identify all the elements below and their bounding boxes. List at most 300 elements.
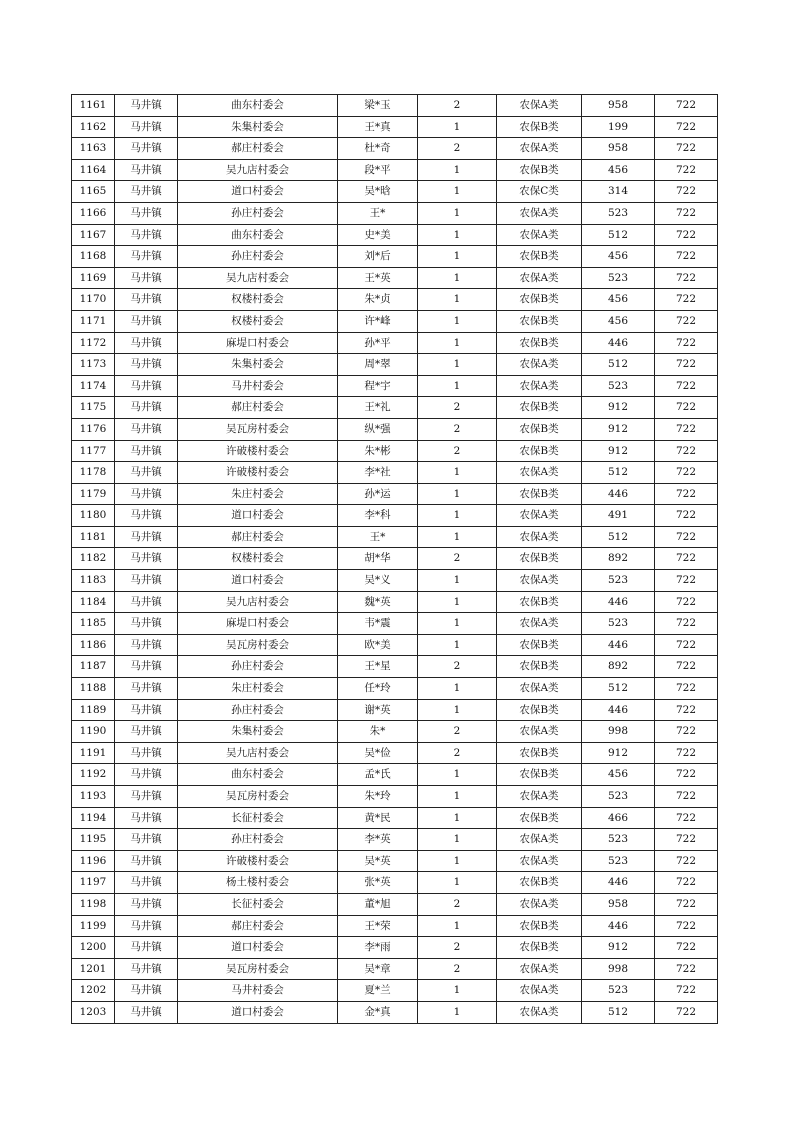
town-cell: 马井镇	[115, 850, 178, 872]
town-cell: 马井镇	[115, 289, 178, 311]
serial-number-cell: 1194	[72, 807, 115, 829]
amount-cell: 998	[582, 958, 655, 980]
serial-number-cell: 1171	[72, 310, 115, 332]
village-committee-cell: 长征村委会	[178, 893, 338, 915]
name-cell: 纵*强	[338, 418, 418, 440]
category-cell: 农保A类	[497, 505, 582, 527]
standard-cell: 722	[655, 872, 718, 894]
household-count-cell: 1	[418, 786, 497, 808]
standard-cell: 722	[655, 656, 718, 678]
name-cell: 王*英	[338, 267, 418, 289]
standard-cell: 722	[655, 116, 718, 138]
town-cell: 马井镇	[115, 678, 178, 700]
town-cell: 马井镇	[115, 786, 178, 808]
serial-number-cell: 1162	[72, 116, 115, 138]
amount-cell: 958	[582, 95, 655, 117]
amount-cell: 892	[582, 548, 655, 570]
town-cell: 马井镇	[115, 202, 178, 224]
category-cell: 农保A类	[497, 375, 582, 397]
name-cell: 程*宇	[338, 375, 418, 397]
household-count-cell: 1	[418, 181, 497, 203]
amount-cell: 912	[582, 440, 655, 462]
town-cell: 马井镇	[115, 224, 178, 246]
standard-cell: 722	[655, 310, 718, 332]
standard-cell: 722	[655, 462, 718, 484]
standard-cell: 722	[655, 440, 718, 462]
category-cell: 农保A类	[497, 354, 582, 376]
table-row	[72, 893, 718, 915]
standard-cell: 722	[655, 570, 718, 592]
serial-number-cell: 1186	[72, 634, 115, 656]
amount-cell: 512	[582, 526, 655, 548]
standard-cell: 722	[655, 159, 718, 181]
table-row	[72, 699, 718, 721]
name-cell: 吴*义	[338, 570, 418, 592]
serial-number-cell: 1168	[72, 246, 115, 268]
category-cell: 农保B类	[497, 656, 582, 678]
table-row	[72, 267, 718, 289]
household-count-cell: 1	[418, 332, 497, 354]
amount-cell: 446	[582, 483, 655, 505]
amount-cell: 892	[582, 656, 655, 678]
category-cell: 农保B类	[497, 246, 582, 268]
household-count-cell: 2	[418, 440, 497, 462]
category-cell: 农保A类	[497, 138, 582, 160]
household-count-cell: 1	[418, 116, 497, 138]
serial-number-cell: 1174	[72, 375, 115, 397]
household-count-cell: 2	[418, 937, 497, 959]
household-count-cell: 1	[418, 483, 497, 505]
serial-number-cell: 1167	[72, 224, 115, 246]
category-cell: 农保A类	[497, 224, 582, 246]
town-cell: 马井镇	[115, 526, 178, 548]
town-cell: 马井镇	[115, 462, 178, 484]
table-row	[72, 354, 718, 376]
serial-number-cell: 1179	[72, 483, 115, 505]
household-count-cell: 1	[418, 375, 497, 397]
name-cell: 王*	[338, 526, 418, 548]
category-cell: 农保B类	[497, 742, 582, 764]
serial-number-cell: 1177	[72, 440, 115, 462]
amount-cell: 466	[582, 807, 655, 829]
town-cell: 马井镇	[115, 937, 178, 959]
name-cell: 韦*震	[338, 613, 418, 635]
household-count-cell: 2	[418, 656, 497, 678]
name-cell: 董*旭	[338, 893, 418, 915]
household-count-cell: 1	[418, 829, 497, 851]
table-row	[72, 483, 718, 505]
town-cell: 马井镇	[115, 181, 178, 203]
table-row	[72, 1001, 718, 1023]
village-committee-cell: 马井村委会	[178, 375, 338, 397]
village-committee-cell: 马井村委会	[178, 980, 338, 1002]
amount-cell: 912	[582, 418, 655, 440]
town-cell: 马井镇	[115, 807, 178, 829]
household-count-cell: 1	[418, 310, 497, 332]
name-cell: 黄*民	[338, 807, 418, 829]
table-row	[72, 505, 718, 527]
amount-cell: 512	[582, 678, 655, 700]
village-committee-cell: 许破楼村委会	[178, 462, 338, 484]
household-count-cell: 2	[418, 138, 497, 160]
name-cell: 孙*运	[338, 483, 418, 505]
standard-cell: 722	[655, 289, 718, 311]
town-cell: 马井镇	[115, 570, 178, 592]
amount-cell: 512	[582, 1001, 655, 1023]
standard-cell: 722	[655, 721, 718, 743]
name-cell: 史*美	[338, 224, 418, 246]
amount-cell: 512	[582, 462, 655, 484]
standard-cell: 722	[655, 332, 718, 354]
village-committee-cell: 吴九店村委会	[178, 267, 338, 289]
standard-cell: 722	[655, 850, 718, 872]
household-count-cell: 1	[418, 699, 497, 721]
standard-cell: 722	[655, 246, 718, 268]
amount-cell: 456	[582, 289, 655, 311]
table-row	[72, 764, 718, 786]
town-cell: 马井镇	[115, 246, 178, 268]
village-committee-cell: 曲东村委会	[178, 764, 338, 786]
category-cell: 农保A类	[497, 202, 582, 224]
amount-cell: 523	[582, 267, 655, 289]
household-count-cell: 1	[418, 591, 497, 613]
name-cell: 吴*俭	[338, 742, 418, 764]
household-count-cell: 1	[418, 224, 497, 246]
village-committee-cell: 道口村委会	[178, 570, 338, 592]
table-row	[72, 958, 718, 980]
village-committee-cell: 道口村委会	[178, 505, 338, 527]
name-cell: 胡*华	[338, 548, 418, 570]
table-row	[72, 397, 718, 419]
category-cell: 农保A类	[497, 721, 582, 743]
village-committee-cell: 吴瓦房村委会	[178, 634, 338, 656]
village-committee-cell: 孙庄村委会	[178, 246, 338, 268]
amount-cell: 912	[582, 937, 655, 959]
village-committee-cell: 朱集村委会	[178, 721, 338, 743]
serial-number-cell: 1198	[72, 893, 115, 915]
town-cell: 马井镇	[115, 375, 178, 397]
table-row	[72, 786, 718, 808]
village-committee-cell: 吴瓦房村委会	[178, 786, 338, 808]
table-row	[72, 95, 718, 117]
table-row	[72, 613, 718, 635]
household-count-cell: 1	[418, 202, 497, 224]
name-cell: 金*真	[338, 1001, 418, 1023]
household-count-cell: 1	[418, 915, 497, 937]
household-count-cell: 1	[418, 980, 497, 1002]
serial-number-cell: 1184	[72, 591, 115, 613]
standard-cell: 722	[655, 267, 718, 289]
category-cell: 农保A类	[497, 850, 582, 872]
town-cell: 马井镇	[115, 656, 178, 678]
table-row	[72, 138, 718, 160]
household-count-cell: 1	[418, 570, 497, 592]
category-cell: 农保B类	[497, 699, 582, 721]
category-cell: 农保A类	[497, 267, 582, 289]
table-row	[72, 678, 718, 700]
town-cell: 马井镇	[115, 958, 178, 980]
standard-cell: 722	[655, 483, 718, 505]
table-row	[72, 570, 718, 592]
village-committee-cell: 长征村委会	[178, 807, 338, 829]
name-cell: 吴*英	[338, 850, 418, 872]
category-cell: 农保B类	[497, 397, 582, 419]
town-cell: 马井镇	[115, 893, 178, 915]
town-cell: 马井镇	[115, 829, 178, 851]
amount-cell: 491	[582, 505, 655, 527]
town-cell: 马井镇	[115, 591, 178, 613]
amount-cell: 456	[582, 159, 655, 181]
standard-cell: 722	[655, 678, 718, 700]
table-row	[72, 526, 718, 548]
village-committee-cell: 许破楼村委会	[178, 850, 338, 872]
household-count-cell: 2	[418, 418, 497, 440]
table-row	[72, 310, 718, 332]
table-row	[72, 159, 718, 181]
town-cell: 马井镇	[115, 699, 178, 721]
name-cell: 李*英	[338, 829, 418, 851]
category-cell: 农保B类	[497, 548, 582, 570]
serial-number-cell: 1169	[72, 267, 115, 289]
household-count-cell: 1	[418, 246, 497, 268]
category-cell: 农保A类	[497, 462, 582, 484]
table-row	[72, 332, 718, 354]
standard-cell: 722	[655, 613, 718, 635]
village-committee-cell: 郝庄村委会	[178, 138, 338, 160]
standard-cell: 722	[655, 634, 718, 656]
household-count-cell: 1	[418, 807, 497, 829]
category-cell: 农保B类	[497, 591, 582, 613]
amount-cell: 523	[582, 202, 655, 224]
serial-number-cell: 1191	[72, 742, 115, 764]
table-row	[72, 742, 718, 764]
village-committee-cell: 朱集村委会	[178, 354, 338, 376]
household-count-cell: 2	[418, 397, 497, 419]
serial-number-cell: 1165	[72, 181, 115, 203]
table-row	[72, 721, 718, 743]
household-count-cell: 1	[418, 289, 497, 311]
village-committee-cell: 吴九店村委会	[178, 591, 338, 613]
serial-number-cell: 1170	[72, 289, 115, 311]
name-cell: 梁*玉	[338, 95, 418, 117]
amount-cell: 456	[582, 246, 655, 268]
household-count-cell: 1	[418, 267, 497, 289]
category-cell: 农保A类	[497, 980, 582, 1002]
serial-number-cell: 1183	[72, 570, 115, 592]
amount-cell: 446	[582, 332, 655, 354]
amount-cell: 523	[582, 375, 655, 397]
name-cell: 魏*英	[338, 591, 418, 613]
amount-cell: 523	[582, 570, 655, 592]
village-committee-cell: 朱庄村委会	[178, 483, 338, 505]
village-committee-cell: 郝庄村委会	[178, 915, 338, 937]
category-cell: 农保B类	[497, 440, 582, 462]
household-count-cell: 1	[418, 505, 497, 527]
table-row	[72, 289, 718, 311]
town-cell: 马井镇	[115, 1001, 178, 1023]
name-cell: 吴*章	[338, 958, 418, 980]
table-row	[72, 937, 718, 959]
serial-number-cell: 1185	[72, 613, 115, 635]
table-row	[72, 915, 718, 937]
village-committee-cell: 道口村委会	[178, 181, 338, 203]
town-cell: 马井镇	[115, 872, 178, 894]
household-count-cell: 1	[418, 354, 497, 376]
name-cell: 周*翠	[338, 354, 418, 376]
table-row	[72, 202, 718, 224]
household-count-cell: 2	[418, 95, 497, 117]
table-row	[72, 591, 718, 613]
allowance-table	[71, 94, 718, 1024]
town-cell: 马井镇	[115, 354, 178, 376]
standard-cell: 722	[655, 893, 718, 915]
village-committee-cell: 吴瓦房村委会	[178, 418, 338, 440]
town-cell: 马井镇	[115, 634, 178, 656]
household-count-cell: 2	[418, 958, 497, 980]
standard-cell: 722	[655, 418, 718, 440]
serial-number-cell: 1163	[72, 138, 115, 160]
serial-number-cell: 1190	[72, 721, 115, 743]
name-cell: 吴*晗	[338, 181, 418, 203]
serial-number-cell: 1175	[72, 397, 115, 419]
table-row	[72, 116, 718, 138]
standard-cell: 722	[655, 224, 718, 246]
name-cell: 夏*兰	[338, 980, 418, 1002]
village-committee-cell: 朱集村委会	[178, 116, 338, 138]
amount-cell: 523	[582, 829, 655, 851]
amount-cell: 912	[582, 397, 655, 419]
standard-cell: 722	[655, 764, 718, 786]
name-cell: 朱*彬	[338, 440, 418, 462]
village-committee-cell: 孙庄村委会	[178, 202, 338, 224]
village-committee-cell: 许破楼村委会	[178, 440, 338, 462]
village-committee-cell: 吴九店村委会	[178, 742, 338, 764]
town-cell: 马井镇	[115, 505, 178, 527]
town-cell: 马井镇	[115, 483, 178, 505]
village-committee-cell: 吴瓦房村委会	[178, 958, 338, 980]
amount-cell: 523	[582, 613, 655, 635]
town-cell: 马井镇	[115, 138, 178, 160]
village-committee-cell: 麻堤口村委会	[178, 613, 338, 635]
town-cell: 马井镇	[115, 548, 178, 570]
name-cell: 张*英	[338, 872, 418, 894]
serial-number-cell: 1182	[72, 548, 115, 570]
household-count-cell: 1	[418, 634, 497, 656]
category-cell: 农保B类	[497, 418, 582, 440]
village-committee-cell: 权楼村委会	[178, 289, 338, 311]
serial-number-cell: 1164	[72, 159, 115, 181]
standard-cell: 722	[655, 202, 718, 224]
serial-number-cell: 1166	[72, 202, 115, 224]
standard-cell: 722	[655, 980, 718, 1002]
amount-cell: 446	[582, 915, 655, 937]
table-row	[72, 418, 718, 440]
name-cell: 王*真	[338, 116, 418, 138]
category-cell: 农保A类	[497, 613, 582, 635]
serial-number-cell: 1161	[72, 95, 115, 117]
amount-cell: 446	[582, 634, 655, 656]
amount-cell: 523	[582, 980, 655, 1002]
category-cell: 农保A类	[497, 958, 582, 980]
table-row	[72, 634, 718, 656]
amount-cell: 512	[582, 224, 655, 246]
town-cell: 马井镇	[115, 721, 178, 743]
serial-number-cell: 1195	[72, 829, 115, 851]
standard-cell: 722	[655, 807, 718, 829]
category-cell: 农保A类	[497, 570, 582, 592]
amount-cell: 314	[582, 181, 655, 203]
serial-number-cell: 1180	[72, 505, 115, 527]
name-cell: 欧*美	[338, 634, 418, 656]
standard-cell: 722	[655, 526, 718, 548]
serial-number-cell: 1199	[72, 915, 115, 937]
village-committee-cell: 孙庄村委会	[178, 699, 338, 721]
serial-number-cell: 1188	[72, 678, 115, 700]
village-committee-cell: 权楼村委会	[178, 310, 338, 332]
serial-number-cell: 1189	[72, 699, 115, 721]
amount-cell: 523	[582, 786, 655, 808]
category-cell: 农保B类	[497, 807, 582, 829]
name-cell: 孙*平	[338, 332, 418, 354]
village-committee-cell: 曲东村委会	[178, 224, 338, 246]
village-committee-cell: 曲东村委会	[178, 95, 338, 117]
town-cell: 马井镇	[115, 915, 178, 937]
town-cell: 马井镇	[115, 742, 178, 764]
category-cell: 农保C类	[497, 181, 582, 203]
standard-cell: 722	[655, 1001, 718, 1023]
standard-cell: 722	[655, 591, 718, 613]
table-row	[72, 246, 718, 268]
serial-number-cell: 1203	[72, 1001, 115, 1023]
village-committee-cell: 杨土楼村委会	[178, 872, 338, 894]
name-cell: 朱*玲	[338, 786, 418, 808]
category-cell: 农保B类	[497, 764, 582, 786]
category-cell: 农保A类	[497, 1001, 582, 1023]
household-count-cell: 1	[418, 526, 497, 548]
standard-cell: 722	[655, 505, 718, 527]
village-committee-cell: 麻堤口村委会	[178, 332, 338, 354]
category-cell: 农保B类	[497, 872, 582, 894]
household-count-cell: 2	[418, 548, 497, 570]
village-committee-cell: 道口村委会	[178, 1001, 338, 1023]
category-cell: 农保B类	[497, 332, 582, 354]
serial-number-cell: 1197	[72, 872, 115, 894]
table-row	[72, 181, 718, 203]
village-committee-cell: 道口村委会	[178, 937, 338, 959]
serial-number-cell: 1192	[72, 764, 115, 786]
category-cell: 农保A类	[497, 786, 582, 808]
household-count-cell: 1	[418, 764, 497, 786]
table-row	[72, 548, 718, 570]
table-row	[72, 850, 718, 872]
name-cell: 王*荣	[338, 915, 418, 937]
name-cell: 刘*后	[338, 246, 418, 268]
name-cell: 杜*奇	[338, 138, 418, 160]
standard-cell: 722	[655, 95, 718, 117]
town-cell: 马井镇	[115, 95, 178, 117]
amount-cell: 446	[582, 872, 655, 894]
town-cell: 马井镇	[115, 764, 178, 786]
name-cell: 许*峰	[338, 310, 418, 332]
category-cell: 农保B类	[497, 634, 582, 656]
table-row	[72, 375, 718, 397]
household-count-cell: 1	[418, 1001, 497, 1023]
village-committee-cell: 朱庄村委会	[178, 678, 338, 700]
serial-number-cell: 1176	[72, 418, 115, 440]
standard-cell: 722	[655, 742, 718, 764]
standard-cell: 722	[655, 138, 718, 160]
village-committee-cell: 郝庄村委会	[178, 397, 338, 419]
